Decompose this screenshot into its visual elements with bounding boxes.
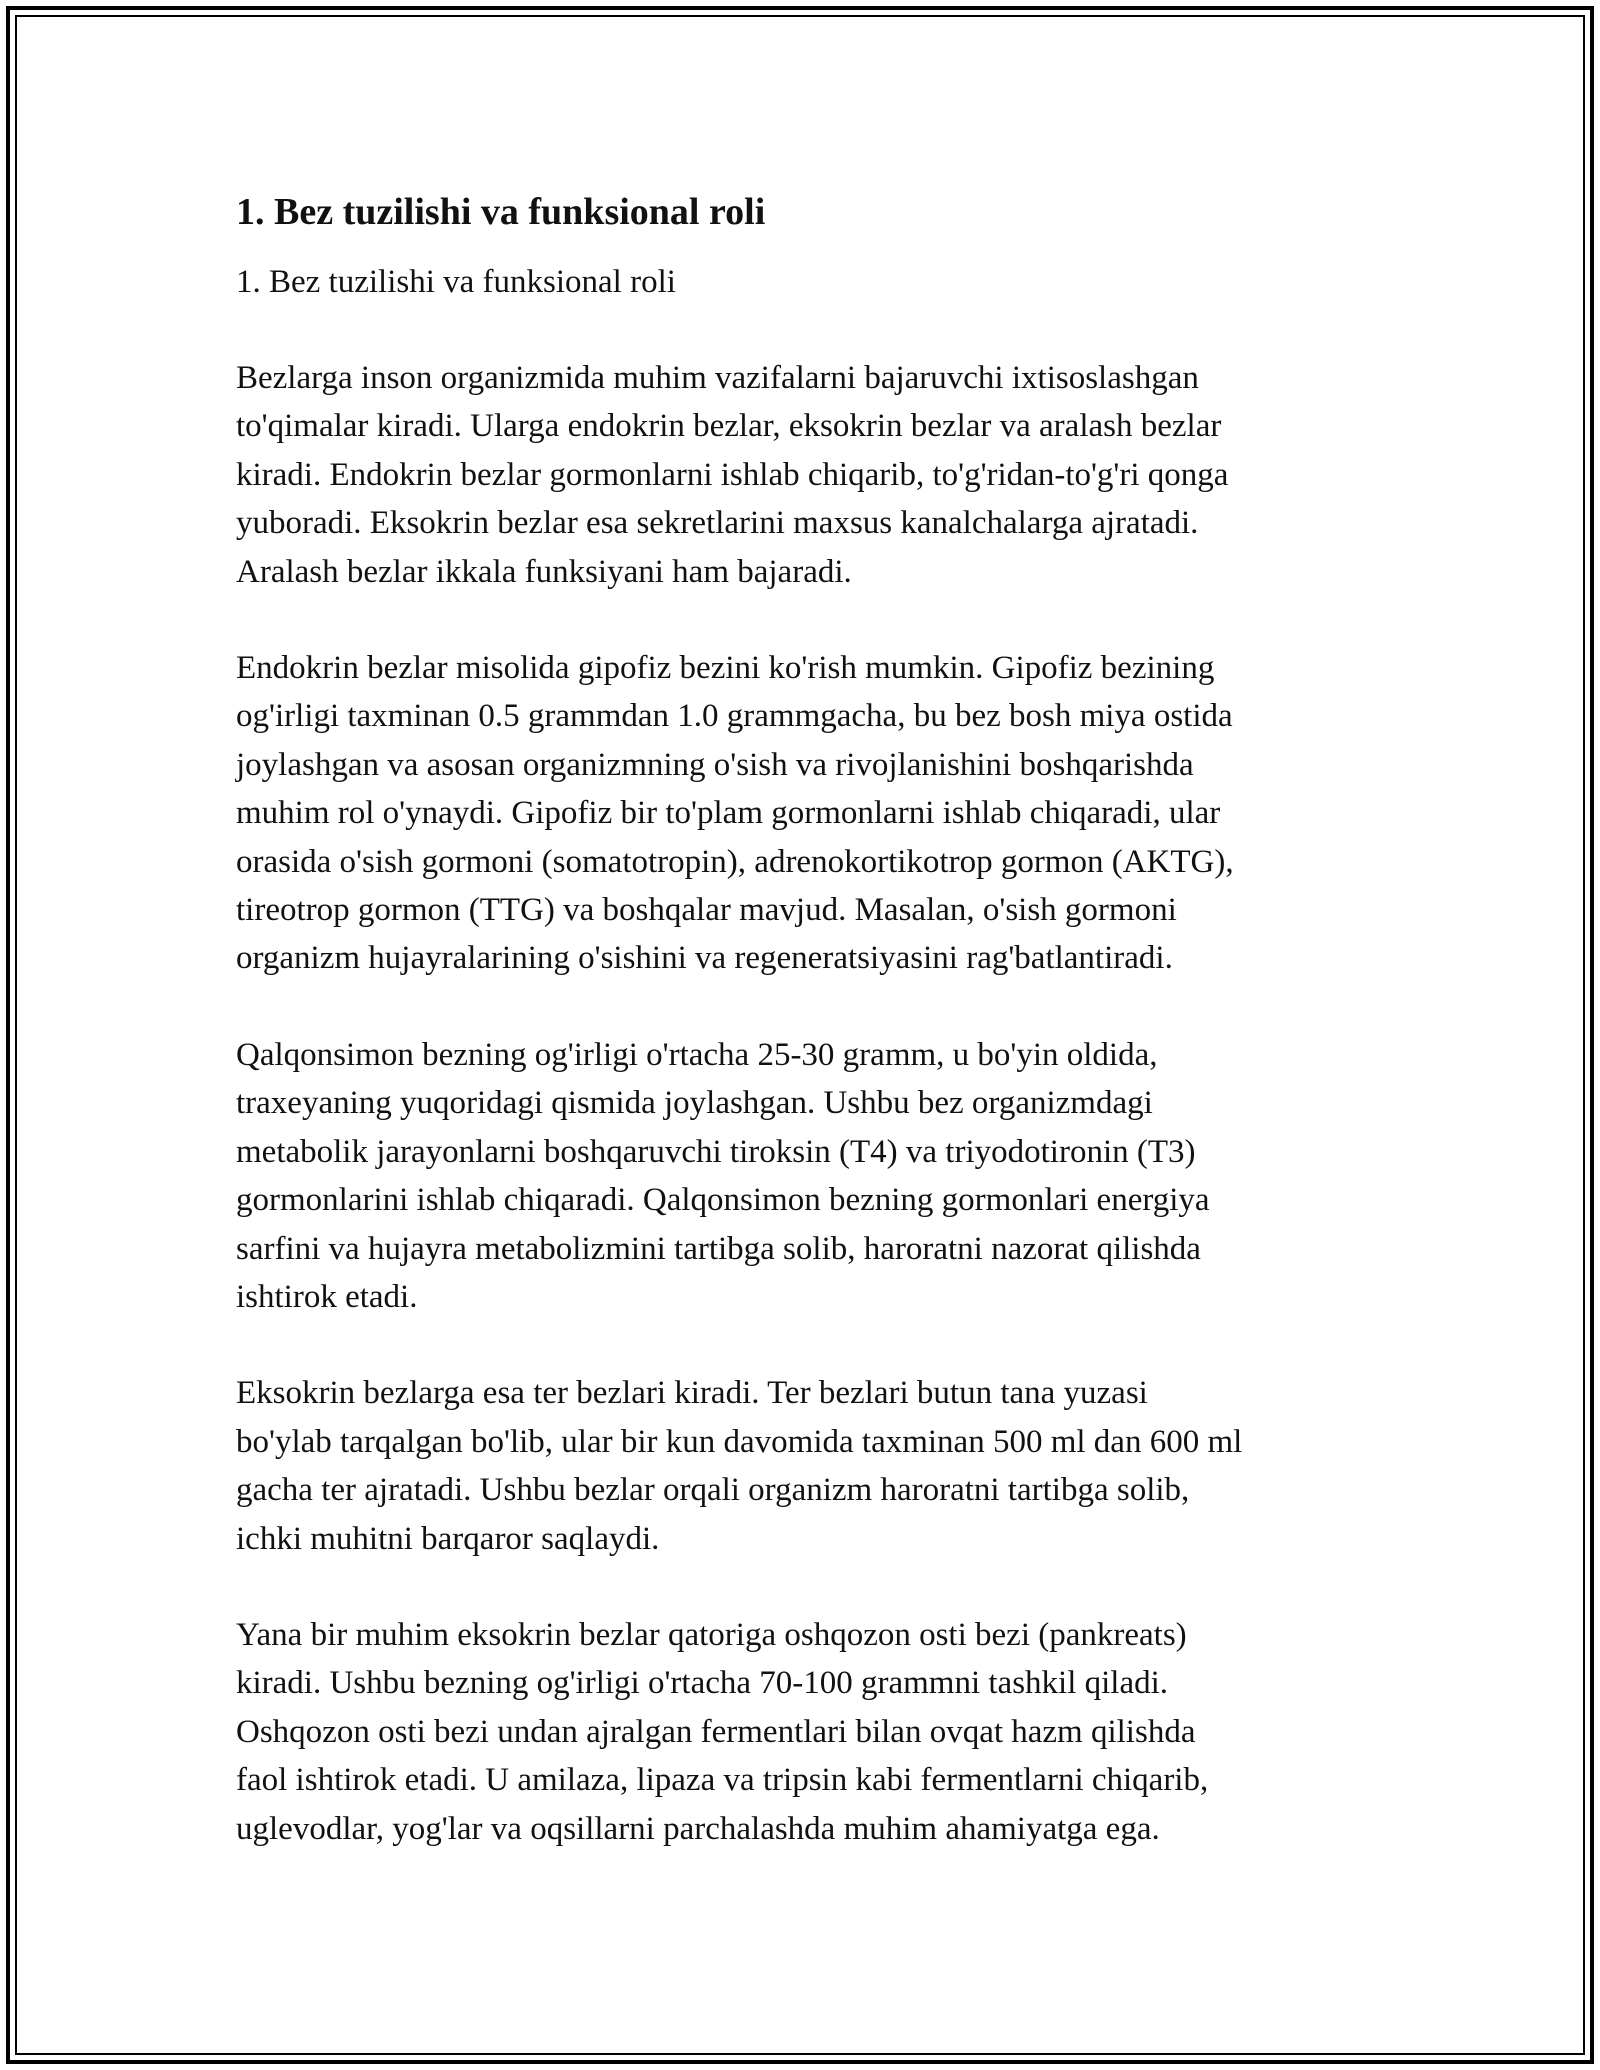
paragraph-line: Oshqozon osti bezi undan ajralgan fermentlari bilan ovqat hazm qilishda	[236, 1713, 1196, 1750]
paragraph-line: gacha ter ajratadi. Ushbu bezlar orqali organizm haroratni tartibga solib,	[236, 1472, 1190, 1509]
paragraph-pankreats	[236, 1611, 1366, 1853]
paragraph-line: Aralash bezlar ikkala funksiyani ham bajaradi.	[236, 553, 852, 590]
paragraph-gipofiz	[236, 644, 1366, 983]
paragraph-line: ishtirok etadi.	[236, 1278, 418, 1315]
paragraph-line: tireotrop gormon (TTG) va boshqalar mavjud. Masalan, o'sish gormoni	[236, 892, 1177, 929]
paragraph-line: metabolik jarayonlarni boshqaruvchi tiroksin (T4) va triyodotironin (T3)	[236, 1133, 1196, 1170]
paragraph-line: Qalqonsimon bezning og'irligi o'rtacha 25-30 gramm, u bo'yin oldida,	[236, 1036, 1158, 1073]
paragraph-line: joylashgan va asosan organizmning o'sish va rivojlanishini boshqarishda	[236, 746, 1194, 783]
paragraph-line: ichki muhitni barqaror saqlaydi.	[236, 1520, 660, 1557]
paragraph-ter-bezlari	[236, 1369, 1366, 1563]
paragraph-intro	[236, 354, 1366, 596]
paragraph-line: uglevodlar, yog'lar va oqsillarni parchalashda muhim ahamiyatga ega.	[236, 1810, 1160, 1847]
paragraph-line: traxeyaning yuqoridagi qismida joylashgan. Ushbu bez organizmdagi	[236, 1085, 1153, 1122]
paragraph-line: sarfini va hujayra metabolizmini tartibga solib, haroratni nazorat qilishda	[236, 1230, 1201, 1267]
paragraph-line: og'irligi taxminan 0.5 grammdan 1.0 grammgacha, bu bez bosh miya ostida	[236, 698, 1233, 735]
paragraph-line: faol ishtirok etadi. U amilaza, lipaza va tripsin kabi fermentlarni chiqarib,	[236, 1762, 1209, 1799]
paragraph-line: bo'ylab tarqalgan bo'lib, ular bir kun davomida taxminan 500 ml dan 600 ml	[236, 1423, 1243, 1460]
paragraph-line: organizm hujayralarining o'sishini va regeneratsiyasini rag'batlantiradi.	[236, 940, 1173, 977]
paragraph-qalqonsimon	[236, 1031, 1366, 1321]
paragraph-line: Endokrin bezlar misolida gipofiz bezini ko'rish mumkin. Gipofiz bezining	[236, 650, 1215, 687]
paragraph-line: Eksokrin bezlarga esa ter bezlari kiradi. Ter bezlari butun tana yuzasi	[236, 1375, 1148, 1412]
document-title: 1. Bez tuzilishi va funksional roli	[236, 191, 766, 233]
document-body	[236, 186, 1366, 1901]
paragraph-line: kiradi. Endokrin bezlar gormonlarni ishlab chiqarib, to'g'ridan-to'g'ri qonga	[236, 456, 1229, 493]
document-subtitle: 1. Bez tuzilishi va funksional roli	[236, 264, 676, 300]
paragraph-line: gormonlarini ishlab chiqaradi. Qalqonsimon bezning gormonlari energiya	[236, 1182, 1210, 1219]
paragraph-line: yuboradi. Eksokrin bezlar esa sekretlarini maxsus kanalchalarga ajratadi.	[236, 505, 1199, 542]
paragraph-line: to'qimalar kiradi. Ularga endokrin bezlar, eksokrin bezlar va aralash bezlar	[236, 408, 1222, 445]
paragraph-line: muhim rol o'ynaydi. Gipofiz bir to'plam gormonlarni ishlab chiqaradi, ular	[236, 795, 1221, 832]
paragraph-line: Yana bir muhim eksokrin bezlar qatoriga oshqozon osti bezi (pankreats)	[236, 1616, 1187, 1653]
paragraph-line: orasida o'sish gormoni (somatotropin), adrenokortikotrop gormon (AKTG),	[236, 843, 1234, 880]
paragraph-line: Bezlarga inson organizmida muhim vazifalarni bajaruvchi ixtisoslashgan	[236, 360, 1199, 396]
paragraph-line: kiradi. Ushbu bezning og'irligi o'rtacha 70-100 grammni tashkil qiladi.	[236, 1665, 1169, 1702]
